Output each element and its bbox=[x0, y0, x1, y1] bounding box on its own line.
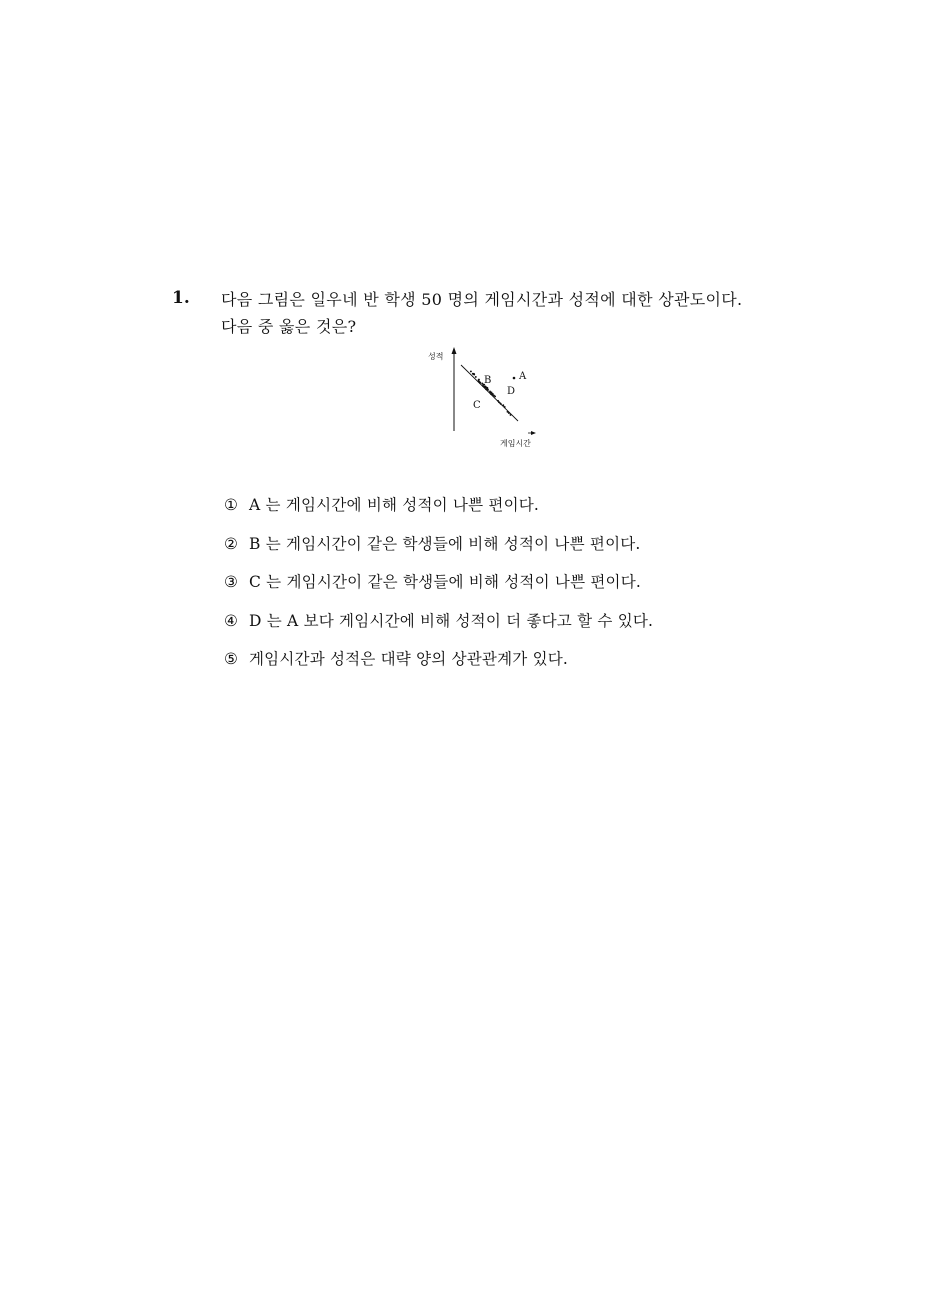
scatter-point bbox=[498, 401, 500, 403]
scatter-point bbox=[485, 388, 487, 390]
scatter-point bbox=[492, 394, 494, 396]
choice-3[interactable] bbox=[224, 571, 784, 610]
scatter-plot bbox=[420, 345, 550, 455]
choice-5[interactable] bbox=[224, 648, 784, 687]
scatter-point bbox=[502, 404, 504, 406]
scatter-point bbox=[479, 382, 481, 384]
question-text: 다음 그림은 일우네 반 학생 50 명의 게임시간과 성적에 대한 상관도이다. 다음 중 옳은 것은? bbox=[221, 290, 743, 336]
scatter-point bbox=[475, 376, 477, 378]
choice-marker: ① bbox=[224, 496, 239, 514]
scatter-point bbox=[508, 412, 510, 414]
choice-marker: ③ bbox=[224, 573, 239, 591]
choice-marker: ④ bbox=[224, 611, 239, 630]
question-number: 1. bbox=[172, 288, 190, 308]
choice-text: 게임시간과 성적은 대략 양의 상관관계가 있다. bbox=[249, 650, 569, 668]
point-label-a: A bbox=[519, 371, 527, 382]
scatter-point bbox=[481, 382, 483, 384]
scatter-point bbox=[510, 414, 512, 416]
choice-marker: ② bbox=[224, 534, 239, 553]
scatter-point bbox=[489, 391, 491, 393]
scatter-figure bbox=[420, 345, 550, 455]
scatter-point bbox=[470, 370, 472, 372]
x-axis-arrow bbox=[531, 431, 536, 435]
choice-text: A 는 게임시간에 비해 성적이 나쁜 편이다. bbox=[249, 496, 540, 514]
scatter-point bbox=[494, 395, 496, 397]
point-a bbox=[513, 377, 516, 380]
y-axis-label: 성적 bbox=[428, 352, 444, 361]
point-label-c: C bbox=[473, 400, 481, 411]
scatter-point bbox=[472, 373, 474, 375]
choice-1[interactable] bbox=[224, 494, 784, 533]
point-label-b: B bbox=[484, 375, 492, 386]
scatter-point bbox=[504, 406, 506, 408]
y-axis-arrow bbox=[452, 347, 457, 354]
choice-2[interactable] bbox=[224, 533, 784, 572]
point-label-d: D bbox=[507, 386, 516, 397]
choice-text: D 는 A 보다 게임시간에 비해 성적이 더 좋다고 할 수 있다. bbox=[249, 611, 654, 630]
answer-choices bbox=[224, 494, 784, 687]
choice-text: C 는 게임시간이 같은 학생들에 비해 성적이 나쁜 편이다. bbox=[249, 573, 642, 591]
x-axis-label: 게임시간 bbox=[500, 439, 531, 448]
choice-marker: ⑤ bbox=[224, 650, 239, 668]
choice-4[interactable] bbox=[224, 610, 784, 649]
scatter-point bbox=[478, 379, 480, 381]
choice-text: B 는 게임시간이 같은 학생들에 비해 성적이 나쁜 편이다. bbox=[249, 534, 641, 553]
scatter-point bbox=[483, 386, 485, 388]
